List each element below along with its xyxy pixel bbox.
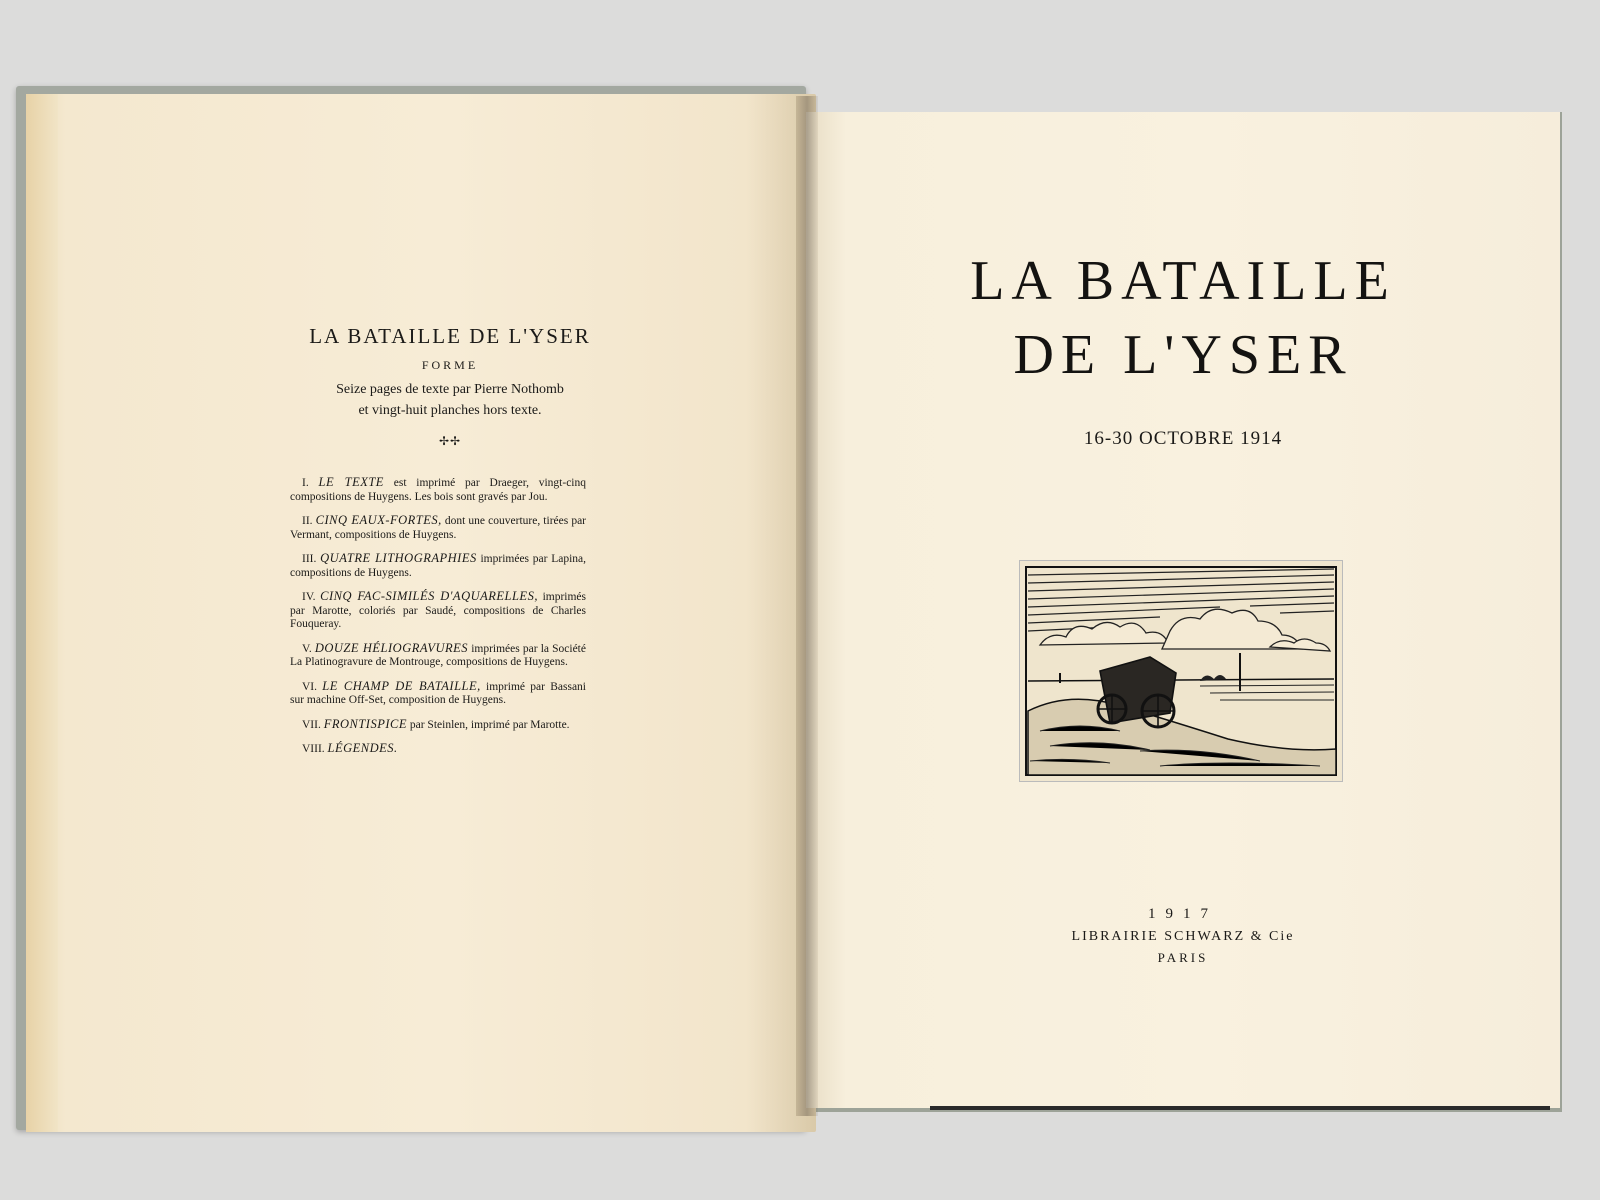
item-number: VI. — [302, 680, 318, 693]
item-number: III. — [302, 553, 317, 565]
item-text: par Steinlen, imprimé par Marotte. — [407, 718, 570, 731]
list-item — [290, 742, 586, 757]
title-line-2: DE L'YSER — [1013, 324, 1353, 386]
list-item — [290, 476, 586, 504]
item-heading: LE CHAMP DE BATAILLE, — [322, 678, 481, 693]
left-page-title: LA BATAILLE DE L'YSER — [309, 324, 591, 348]
item-heading: LÉGENDES. — [327, 741, 398, 755]
item-text: imprimées par la Société La Platinogravure de Montrouge, compositions de Huygens. — [290, 642, 586, 668]
item-number: I. — [302, 477, 309, 489]
item-heading: CINQ EAUX-FORTES, — [315, 513, 442, 527]
title-line-1: LA BATAILLE — [970, 250, 1396, 312]
title-page-heading — [806, 244, 1560, 392]
item-heading: QUATRE LITHOGRAPHIES — [320, 551, 477, 565]
item-heading: CINQ FAC-SIMILÉS D'AQUARELLES, — [320, 589, 538, 603]
publication-city: PARIS — [1157, 950, 1209, 965]
list-item — [290, 552, 586, 580]
page-edge — [26, 94, 58, 1132]
left-page-subtitle: FORME — [421, 358, 479, 372]
woodcut-image — [1020, 561, 1342, 781]
item-number: II. — [302, 515, 313, 527]
list-item — [290, 642, 586, 670]
item-text: imprimés par Marotte, coloriés par Saudé, compositions de Charles Fouqueray. — [290, 591, 587, 630]
item-heading: DOUZE HÉLIOGRAVURES — [314, 640, 469, 655]
item-text: imprimé par Bassani sur machine Off-Set, composition de Huygens. — [290, 680, 586, 706]
list-item — [290, 718, 586, 733]
publication-year: 1917 — [1148, 906, 1218, 922]
left-page-description — [260, 379, 640, 421]
list-item — [290, 680, 586, 708]
list-item — [290, 514, 586, 542]
cover-bottom-edge — [930, 1106, 1550, 1110]
item-text: dont une couverture, tirées par Vermant, compositions de Huygens. — [290, 515, 587, 541]
item-number: VII. — [302, 718, 321, 731]
contents-list — [290, 476, 586, 767]
item-number: IV. — [302, 591, 316, 603]
item-text: imprimées par Lapina, compositions de Huygens. — [290, 553, 587, 579]
item-text: est imprimé par Draeger, vingt-cinq compositions de Huygens. Les bois sont gravés par Jou. — [290, 477, 587, 503]
ornament: ✢✢ — [438, 434, 462, 448]
list-item — [290, 590, 586, 632]
description-line-1: Seize pages de texte par Pierre Nothomb — [336, 382, 564, 397]
battle-dates: 16-30 OCTOBRE 1914 — [1083, 428, 1283, 449]
description-line-2: et vingt-huit planches hors texte. — [358, 403, 542, 418]
item-number: V. — [302, 642, 312, 655]
publisher: LIBRAIRIE SCHWARZ & Cie — [1071, 929, 1295, 944]
woodcut-illustration — [1019, 560, 1343, 782]
item-heading: LE TEXTE — [318, 475, 384, 489]
item-heading: FRONTISPICE — [323, 716, 407, 731]
item-number: VIII. — [302, 743, 325, 755]
